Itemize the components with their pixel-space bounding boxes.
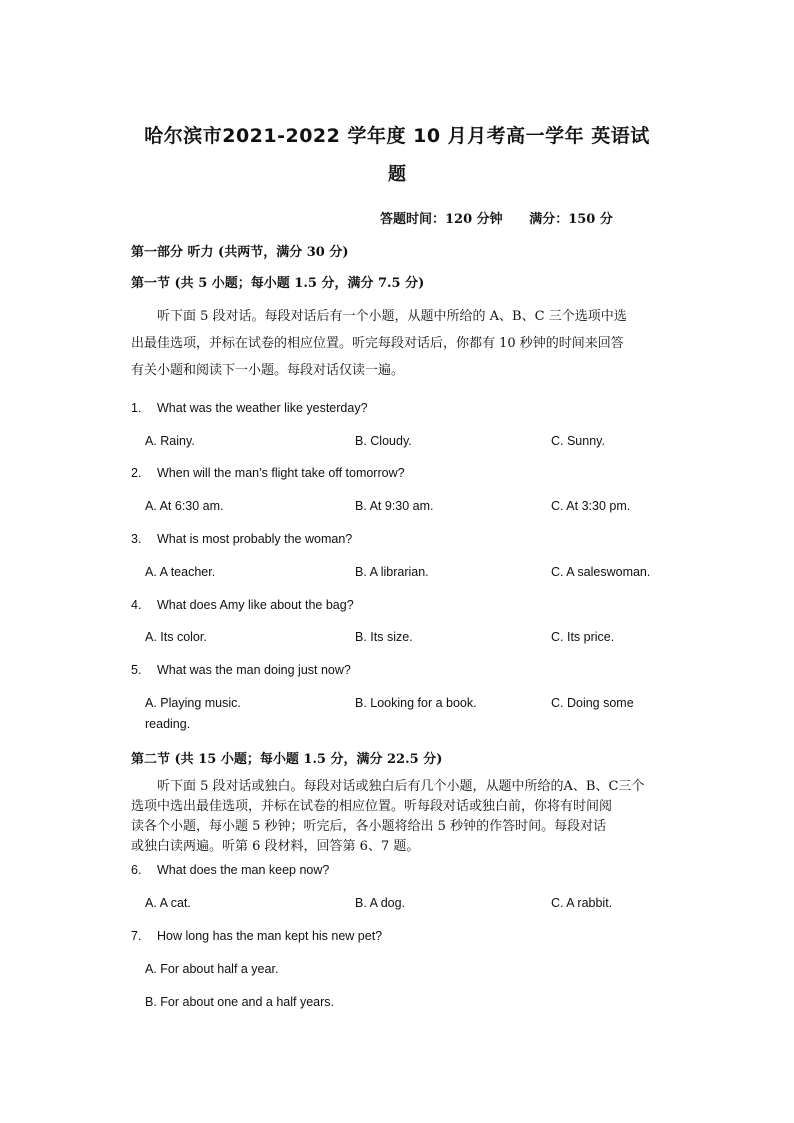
question-text: What is most probably the woman? [157,532,353,546]
option-a[interactable]: A. A teacher. [145,565,216,579]
instruction-line: 出最佳选项，并标在试卷的相应位置。听完每段对话后，你都有 10 秒钟的时间来回答 [131,336,624,351]
instruction-line: 选项中选出最佳选项，并标在试卷的相应位置。听每段对话或独白前，你将有时间阅 [131,799,613,814]
option-c-wrap: reading. [145,717,191,731]
exam-time: 答题时间：120 分钟 [380,212,503,227]
option-c[interactable]: C. Its price. [551,630,615,644]
section1-heading: 第一节 (共 5 小题；每小题 1.5 分，满分 7.5 分) [131,276,425,291]
option-b[interactable]: B. At 9:30 am. [355,499,434,513]
question-5: 5. What was the man doing just now? [131,663,351,677]
option-a[interactable]: A. Playing music. [145,696,241,710]
question-1: 1. What was the weather like yesterday? [131,401,368,415]
option-c[interactable]: C. Doing some [551,696,634,710]
question-6: 6. What does the man keep now? [131,863,330,877]
option-a[interactable]: A. A cat. [145,896,191,910]
question-text: When will the man’s flight take off tomorrow? [157,466,405,480]
section1-instructions [131,303,676,384]
question-2: 2. When will the man’s flight take off tomorrow? [131,466,405,480]
exam-title-line2: 题 [388,164,406,185]
question-text: What was the weather like yesterday? [157,401,368,415]
part1-heading: 第一部分 听力 (共两节，满分 30 分) [131,245,349,260]
exam-meta [380,208,613,227]
option-c[interactable]: C. At 3:30 pm. [551,499,631,513]
option-c[interactable]: C. A saleswoman. [551,565,651,579]
question-4: 4. What does Amy like about the bag? [131,598,354,612]
question-7: 7. How long has the man kept his new pet? [131,929,383,943]
exam-title-line1: 哈尔滨市2021-2022 学年度 10 月月考高一学年 英语试 [144,125,650,147]
section2-instructions [131,777,676,857]
option-a[interactable]: A. For about half a year. [145,962,279,976]
question-text: What does Amy like about the bag? [157,598,354,612]
exam-score: 满分：150 分 [529,212,613,227]
instruction-line: 有关小题和阅读下一小题。每段对话仅读一遍。 [131,363,405,378]
option-a[interactable]: A. Its color. [145,630,207,644]
option-c[interactable]: C. A rabbit. [551,896,613,910]
instruction-line: 听下面 5 段对话或独白。每段对话或独白后有几个小题，从题中所给的A、B、C三个 [157,779,645,794]
question-text: What does the man keep now? [157,863,330,877]
section2-heading: 第二节 (共 15 小题；每小题 1.5 分，满分 22.5 分) [131,752,443,767]
instruction-line: 或独白读两遍。听第 6 段材料，回答第 6、7 题。 [131,839,420,854]
option-b[interactable]: B. A librarian. [355,565,429,579]
option-b[interactable]: B. Cloudy. [355,434,412,448]
option-b[interactable]: B. Its size. [355,630,413,644]
instruction-line: 听下面 5 段对话。每段对话后有一个小题，从题中所给的 A、B、C 三个选项中选 [157,309,627,324]
instruction-line: 读各个小题，每小题 5 秒钟；听完后，各小题将给出 5 秒钟的作答时间。每段对话 [131,819,607,834]
option-a[interactable]: A. At 6:30 am. [145,499,224,513]
option-c[interactable]: C. Sunny. [551,434,605,448]
option-b[interactable]: B. For about one and a half years. [145,995,335,1009]
option-b[interactable]: B. A dog. [355,896,406,910]
option-b[interactable]: B. Looking for a book. [355,696,477,710]
question-text: What was the man doing just now? [157,663,351,677]
question-3: 3. What is most probably the woman? [131,532,353,546]
option-a[interactable]: A. Rainy. [145,434,195,448]
question-text: How long has the man kept his new pet? [157,929,383,943]
